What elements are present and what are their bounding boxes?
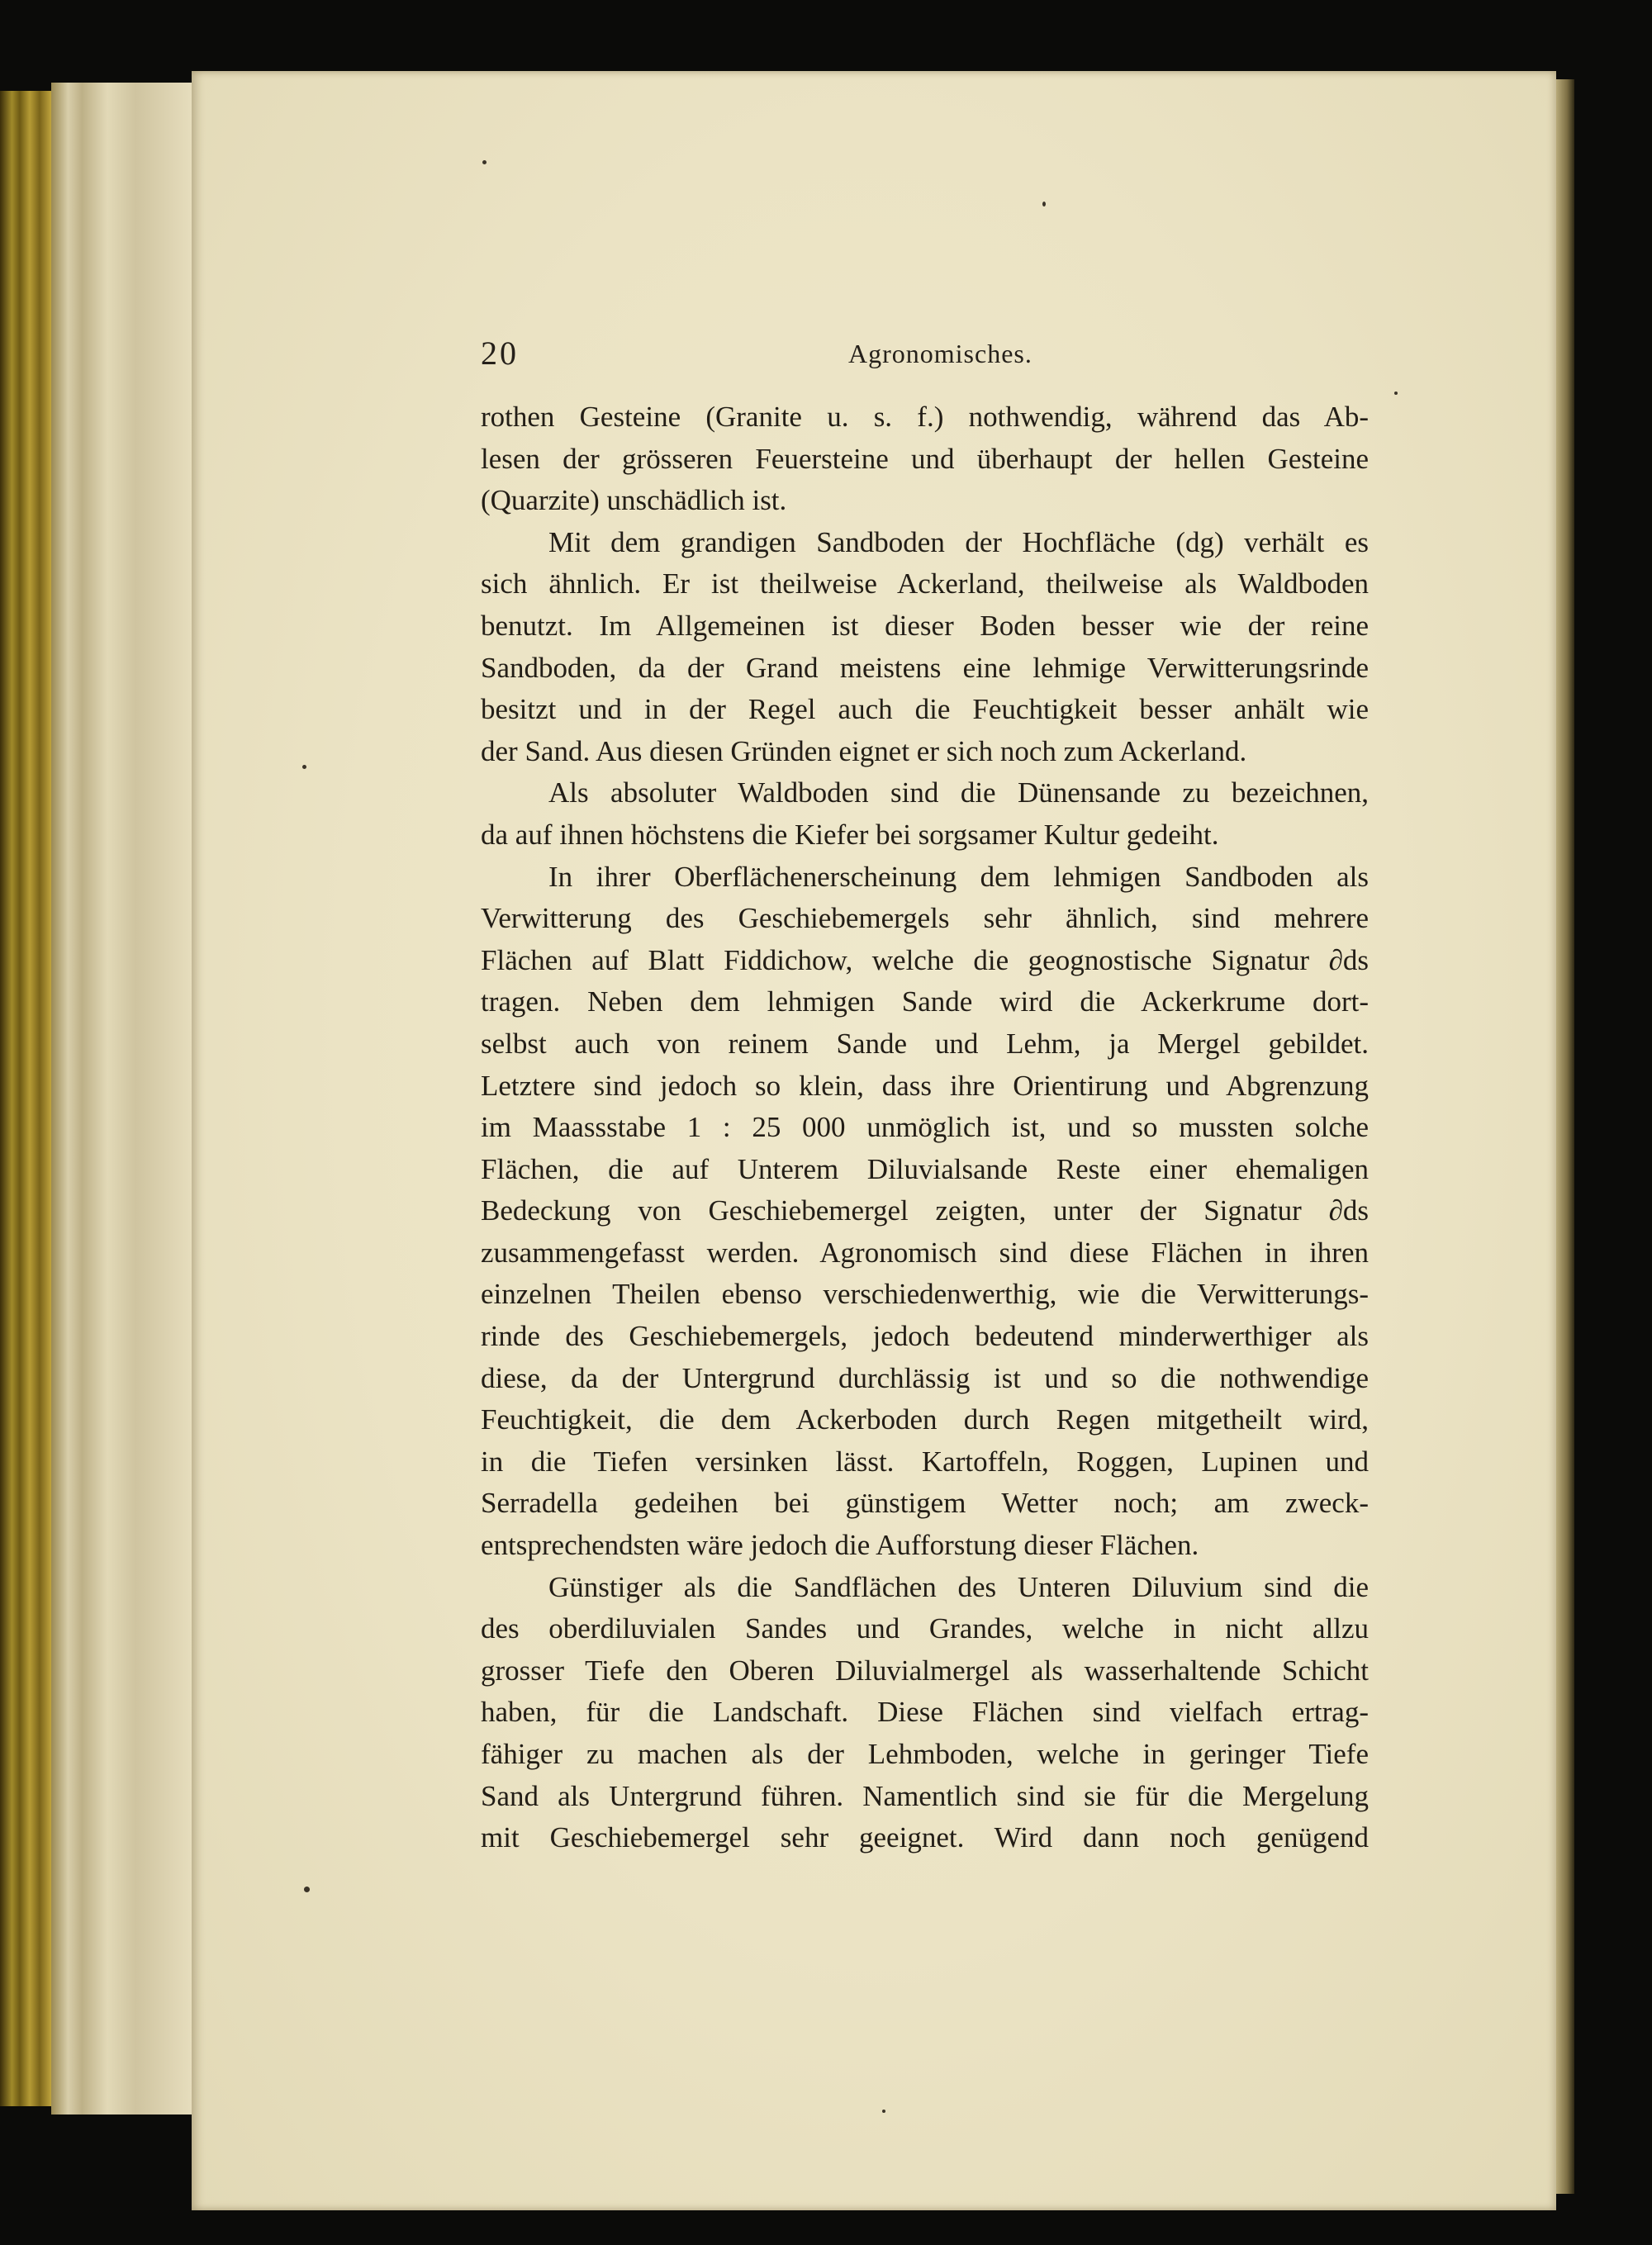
text-line: Günstiger als die Sandflächen des Unteren Diluvium sind die	[548, 1570, 1369, 1603]
text-line: (Quarzite) unschädlich ist.	[481, 484, 787, 517]
text-line: rothen Gesteine (Granite u. s. f.) nothwendig, während das Ab-	[481, 401, 1369, 433]
text-line: fähiger zu machen als der Lehmboden, welche in geringer Tiefe	[481, 1738, 1369, 1770]
page-header	[481, 334, 1369, 375]
text-line: In ihrer Oberflächenerscheinung dem lehmigen Sandboden als	[548, 860, 1369, 893]
text-line: Bedeckung von Geschiebemergel zeigten, unter der Signatur ∂ds	[481, 1194, 1369, 1227]
body-text	[481, 396, 1369, 1859]
text-line: diese, da der Untergrund durchlässig ist und so die nothwendige	[481, 1361, 1369, 1394]
right-page-edge	[1556, 79, 1574, 2194]
text-line: Als absoluter Waldboden sind die Dünensande zu bezeichnen,	[548, 776, 1369, 809]
paper-speck	[1042, 202, 1046, 206]
text-line: rinde des Geschiebemergels, jedoch bedeutend minderwerthiger als	[481, 1320, 1369, 1353]
text-line: lesen der grösseren Feuersteine und überhaupt der hellen Gesteine	[481, 442, 1369, 475]
text-line: selbst auch von reinem Sande und Lehm, ja Mergel gebildet.	[481, 1027, 1369, 1060]
text-line: Verwitterung des Geschiebemergels sehr ähnlich, sind mehrere	[481, 902, 1369, 935]
text-line: Mit dem grandigen Sandboden der Hochfläche (dg) verhält es	[548, 525, 1369, 558]
page-number: 20	[481, 335, 519, 372]
text-line: sich ähnlich. Er ist theilweise Ackerland, theilweise als Waldboden	[481, 567, 1369, 600]
text-line: Sand als Untergrund führen. Namentlich sind sie für die Mergelung	[481, 1779, 1369, 1812]
text-line: grosser Tiefe den Oberen Diluvialmergel als wasserhaltende Schicht	[481, 1654, 1369, 1687]
paper-speck	[302, 765, 306, 769]
text-line: Flächen, die auf Unterem Diluvialsande Reste einer ehemaligen	[481, 1152, 1369, 1185]
text-line: einzelnen Theilen ebenso verschiedenwerthig, wie die Verwitterungs-	[481, 1278, 1369, 1311]
text-line: tragen. Neben dem lehmigen Sande wird die Ackerkrume dort-	[481, 985, 1369, 1018]
paper-speck	[1394, 392, 1398, 395]
text-line: Letztere sind jedoch so klein, dass ihre Orientirung und Abgrenzung	[481, 1069, 1369, 1102]
text-line: Sandboden, da der Grand meistens eine lehmige Verwitterungsrinde	[481, 651, 1369, 684]
text-line: benutzt. Im Allgemeinen ist dieser Boden besser wie der reine	[481, 609, 1369, 642]
paper-speck	[304, 1887, 310, 1892]
text-line: Flächen auf Blatt Fiddichow, welche die geognostische Signatur ∂ds	[481, 943, 1369, 976]
text-line: in die Tiefen versinken lässt. Kartoffeln, Roggen, Lupinen und	[481, 1445, 1369, 1478]
text-line: besitzt und in der Regel auch die Feuchtigkeit besser anhält wie	[481, 693, 1369, 726]
text-line: des oberdiluvialen Sandes und Grandes, welche in nicht allzu	[481, 1612, 1369, 1645]
text-line: Feuchtigkeit, die dem Ackerboden durch Regen mitgetheilt wird,	[481, 1403, 1369, 1436]
text-line: entsprechendsten wäre jedoch die Aufforstung dieser Flächen.	[481, 1529, 1199, 1562]
text-line: zusammengefasst werden. Agronomisch sind diese Flächen in ihren	[481, 1236, 1369, 1269]
text-line: Serradella gedeihen bei günstigem Wetter noch; am zweck-	[481, 1487, 1369, 1520]
text-line: im Maassstabe 1 : 25 000 unmöglich ist, und so mussten solche	[481, 1111, 1369, 1144]
paper-speck	[482, 160, 487, 164]
text-line: der Sand. Aus diesen Gründen eignet er sich noch zum Ackerland.	[481, 734, 1247, 767]
running-title: Agronomisches.	[848, 339, 1032, 368]
stacked-page-edges	[51, 83, 193, 2114]
paper-speck	[882, 2110, 885, 2113]
text-line: mit Geschiebemergel sehr geeignet. Wird dann noch genügend	[481, 1821, 1369, 1854]
text-line: da auf ihnen höchstens die Kiefer bei sorgsamer Kultur gedeiht.	[481, 818, 1219, 851]
text-line: haben, für die Landschaft. Diese Flächen sind vielfach ertrag-	[481, 1696, 1369, 1729]
